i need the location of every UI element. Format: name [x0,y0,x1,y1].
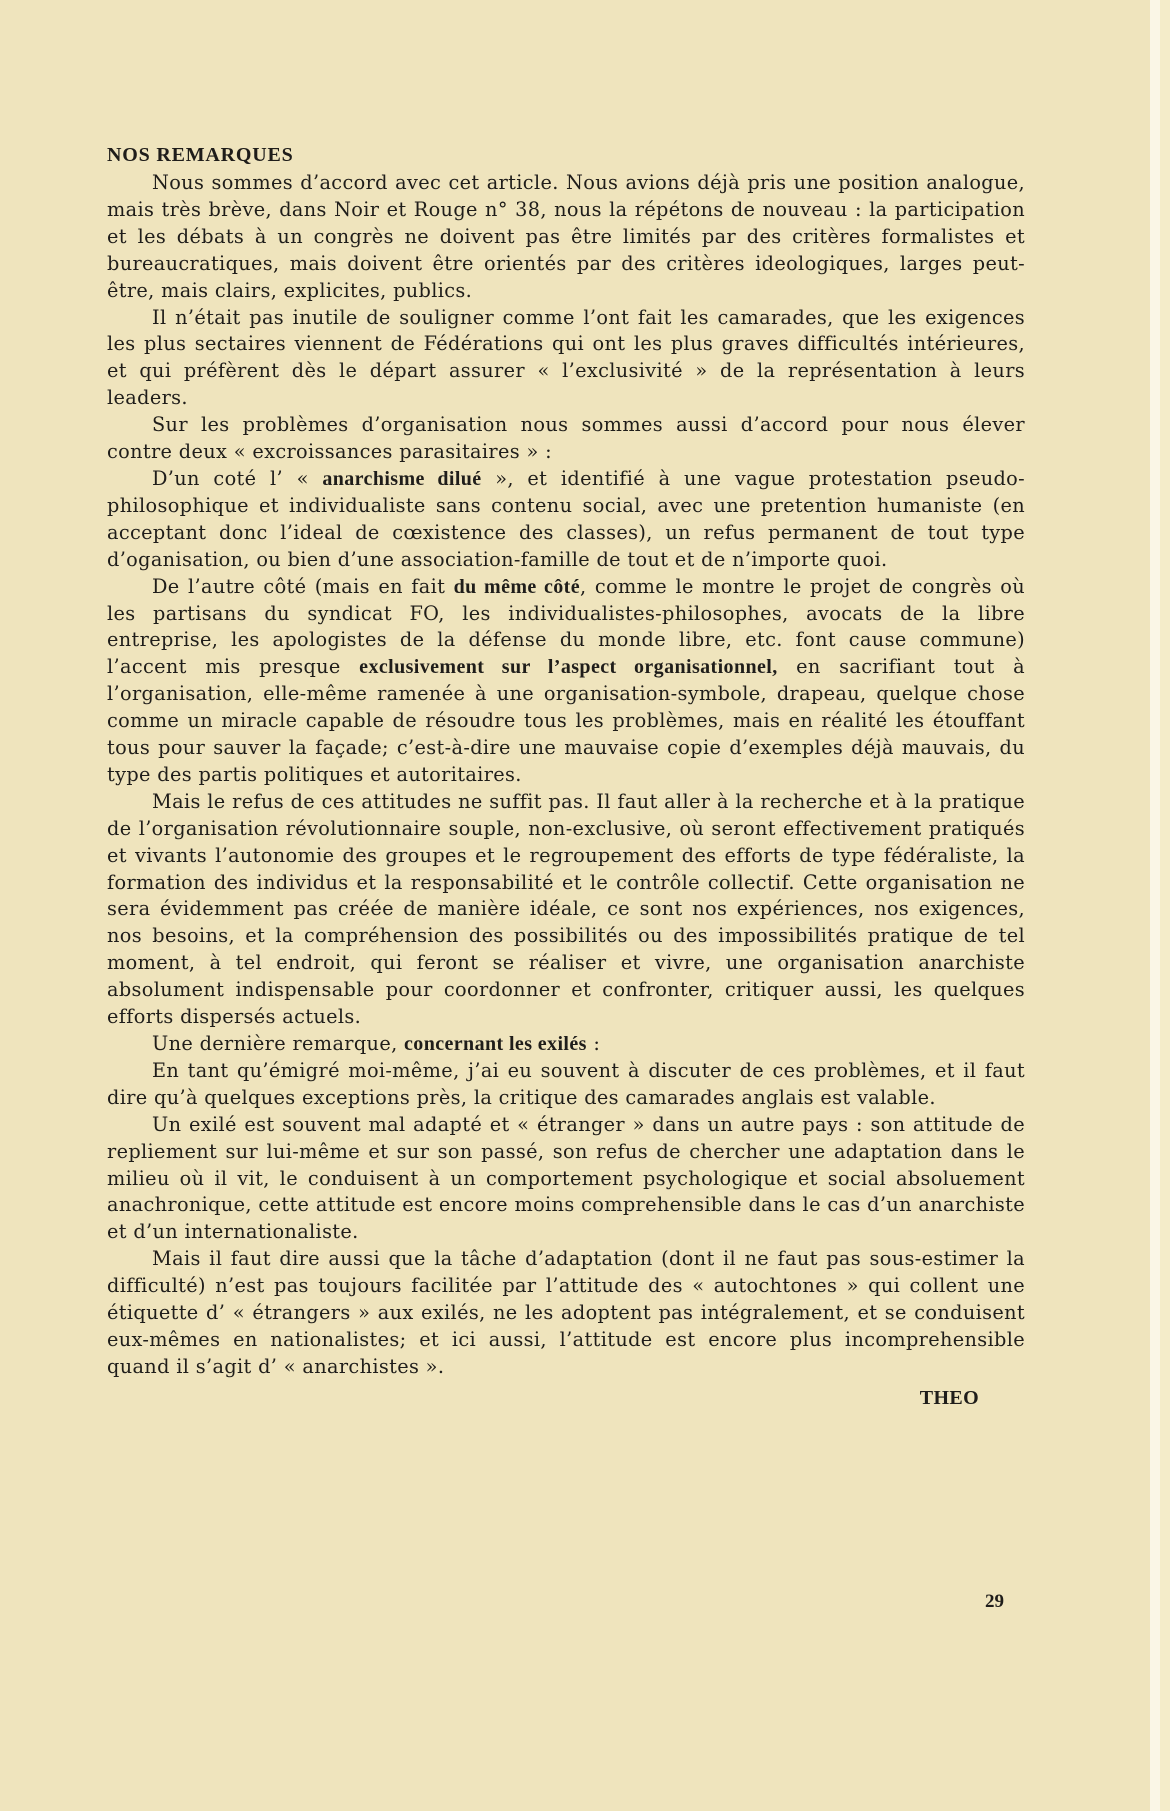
paragraph-4-end: », et identifié à une vague protestation pseudo-philosophique et individualiste sans contenu social, avec une pretention humaniste (en acceptant donc l’ideal de cœxistence des classes), un refus permanent de tout type d’oganisation, ou bien d’une association-famille de tout et de n’importe quoi. [107,466,1025,571]
paragraph-4-emphasis: anarchisme dilué [322,467,482,490]
article-body [107,142,1025,1412]
paragraph-4 [107,466,1025,574]
paragraph-5 [107,574,1025,789]
paragraph-1: Nous sommes d’accord avec cet article. Nous avions déjà pris une position analogue, mais très brève, dans Noir et Rouge n° 38, nous la répétons de nouveau : la participation et les débats à un congrès ne doivent pas être limités par des critères formalistes et bureaucratiques, mais doivent être orientés par des critères ideologiques, larges peut-être, mais clairs, explicites, publics. [107,171,1025,302]
author-signature: THEO [919,1386,979,1409]
paragraph-8: En tant qu’émigré moi-même, j’ai eu souvent à discuter de ces problèmes, et il faut dire qu’à quelques exceptions près, la critique des camarades anglais est valable. [107,1058,1025,1109]
paragraph-2: Il n’était pas inutile de souligner comme l’ont fait les camarades, que les exigences les plus sectaires viennent de Fédérations qui ont les plus graves difficultés intérieures, et qui préfèrent dès le départ assurer « l’exclusivité » de la représentation à leurs leaders. [107,305,1025,410]
paragraph-3: Sur les problèmes d’organisation nous sommes aussi d’accord pour nous élever contre deux « excroissances parasitaires » : [107,413,1025,464]
paragraph-6: Mais le refus de ces attitudes ne suffit pas. Il faut aller à la recherche et à la pratique de l’organisation révolutionnaire souple, non-exclusive, où seront effectivement pratiqués et vivants l’autonomie des groupes et le regroupement des efforts de type fédéraliste, la formation des individus et la responsabilité et le contrôle collectif. Cette organisation ne sera évidemment pas créée de manière idéale, ce sont nos expériences, nos exigences, nos besoins, et la compréhension des possibilités ou des impossibilités pratique de tel moment, à tel endroit, qui feront se réaliser et vivre, une organisation anarchiste absolument indispensable pour coordonner et confronter, critiquer aussi, les quelques efforts dispersés actuels. [107,789,1025,1029]
paragraph-4-start: D’un coté l’ « [152,466,323,490]
page-number: 29 [985,1591,1004,1612]
paragraph-7 [107,1031,1025,1058]
paragraph-9: Un exilé est souvent mal adapté et « étranger » dans un autre pays : son attitude de repliement sur lui-même et sur son passé, son refus de chercher une adaptation dans le milieu où il vit, le conduisent à un comportement psychologique et social absoluement anachronique, cette attitude est encore moins comprehensible dans le cas d’un anarchiste et d’un internationaliste. [107,1112,1025,1244]
paragraph-7-emphasis: concernant les exilés [404,1033,587,1055]
paragraph-5-start: De l’autre côté (mais en fait [152,574,454,598]
paragraph-5-middle: , comme le montre le projet de congrès où les partisans du syndicat FO, les individualistes-philosophes, avocats de la libre entreprise, les apologistes de la défense du monde libre, etc. font cause commune) l’accent mis presque [107,574,1025,679]
paragraph-7-end: : [586,1032,601,1055]
section-heading: NOS REMARQUES [107,144,294,166]
paragraph-5-emphasis-2: exclusivement sur l’aspect organisationnel, [359,656,778,679]
paragraph-7-start: Une dernière remarque, [152,1032,405,1055]
paragraph-10: Mais il faut dire aussi que la tâche d’adaptation (dont il ne faut pas sous-estimer la difficulté) n’est pas toujours facilitée par l’attitude des « autochtones » qui collent une étiquette d’ « étrangers » aux exilés, ne les adoptent pas intégralement, et se conduisent eux-mêmes en nationalistes; et ici aussi, l’attitude est encore plus incomprehensible quand il s’agit d’ « anarchistes ». [107,1247,1025,1378]
page-edge [1150,0,1160,1811]
paragraph-5-emphasis-1: du même côté [453,575,581,598]
paragraph-5-end: en sacrifiant tout à l’organisation, elle-même ramenée à une organisation-symbole, drapeau, quelque chose comme un miracle capable de résoudre tous les problèmes, mais en réalité les étouffant tous pour sauver la façade; c’est-à-dire une mauvaise copie d’exemples déjà mauvais, du type des partis politiques et autoritaires. [107,655,1025,786]
